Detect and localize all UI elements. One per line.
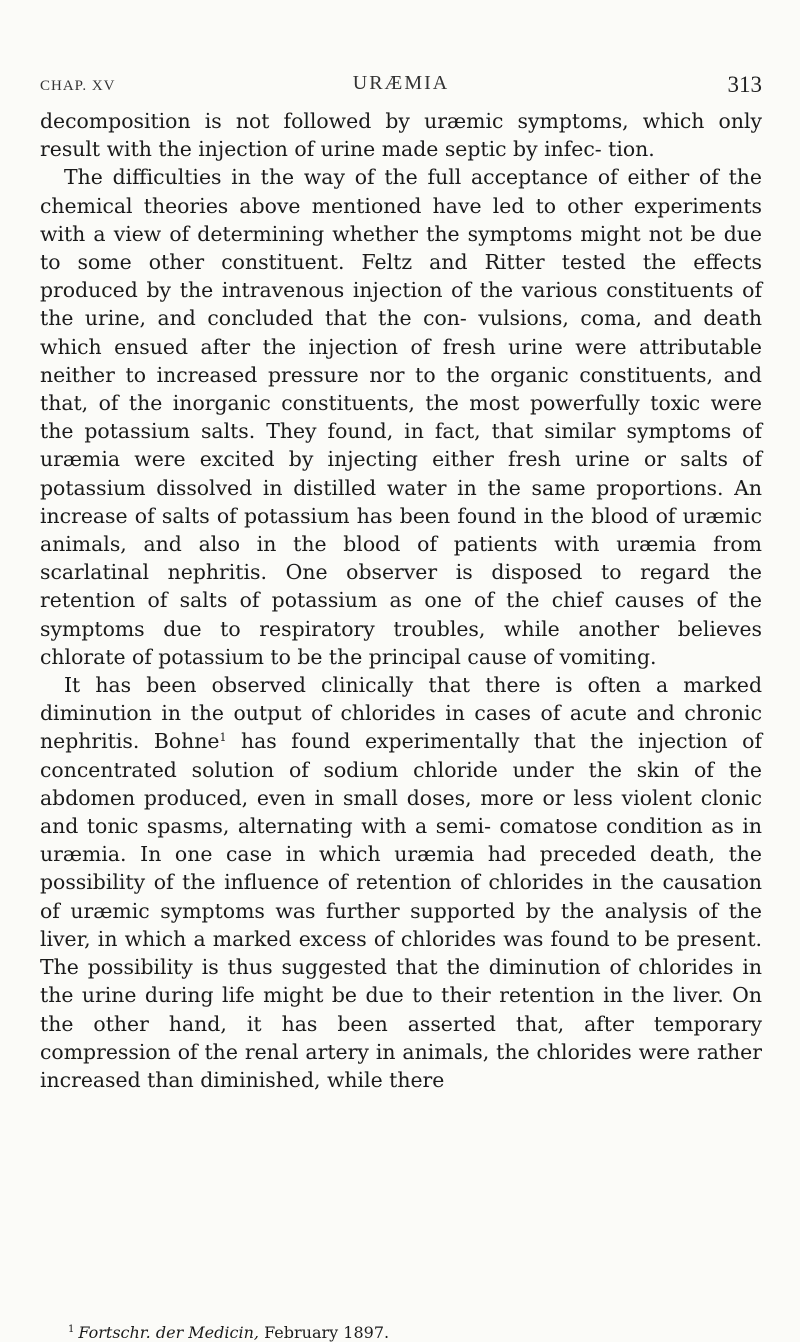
body-text xyxy=(40,107,762,1094)
footnote-reference[interactable]: 1 xyxy=(219,731,227,745)
paragraph-3 xyxy=(40,671,762,1094)
running-title: URÆMIA xyxy=(352,72,450,94)
paragraph-2: The difficulties in the way of the full acceptance of either of the chemical theories above mentioned have led to other experiments with a view of determining whether the symptoms might not be due to some other constituent. Feltz and Ritter tested the effects produced by the intravenous injection of the various constituents of the urine, and concluded that the con- vulsions, coma, and death which ensued after the injection of fresh urine were attributable neither to increased pressure nor to the organic constituents, and that, of the inorganic constituents, the most powerfully toxic were the potassium salts. They found, in fact, that similar symptoms of uræmia were excited by injecting either fresh urine or salts of potassium dissolved in distilled water in the same proportions. An increase of salts of potassium has been found in the blood of uræmic animals, and also in the blood of patients with uræmia from scarlatinal nephritis. One observer is disposed to regard the retention of salts of potassium as one of the chief causes of the symptoms due to respiratory troubles, while another believes chlorate of potassium to be the principal cause of vomiting. xyxy=(40,165,762,669)
paragraph-3-text-before-note: It has been observed clinically that there is often a marked diminution in the output of chlorides in cases of acute and chronic nephritis. Bohne xyxy=(40,673,762,754)
paragraph-3-text-after-note: has found experimentally that the injection of concentrated solution of sodium chloride under the skin of the abdomen produced, even in small doses, more or less violent clonic and tonic spasms, alternating with a semi- comatose condition as in uræmia. In one case in which uræmia had preceded death, the possibility of the influence of retention of chlorides in the causation of uræmic symptoms was further supported by the analysis of the liver, in which a marked excess of chlorides was found to be present. The possibility is thus suggested that the diminution of chlorides in the urine during life might be due to their retention in the liver. On the other hand, it has been asserted that, after temporary compression of the renal artery in animals, the chlorides were rather increased than diminished, while there xyxy=(40,729,762,1092)
footnote xyxy=(68,1324,768,1342)
running-head xyxy=(40,72,762,102)
footnote-journal: Fortschr. der Medicin, xyxy=(78,1323,259,1342)
chapter-label: CHAP. XV xyxy=(40,78,116,94)
paragraph-1: decomposition is not followed by uræmic symptoms, which only result with the injection of urine made septic by infec- tion. xyxy=(40,109,762,162)
page-number: 313 xyxy=(727,72,762,97)
footnote-marker: 1 xyxy=(68,1324,75,1335)
footnote-date: February 1897. xyxy=(258,1323,390,1342)
